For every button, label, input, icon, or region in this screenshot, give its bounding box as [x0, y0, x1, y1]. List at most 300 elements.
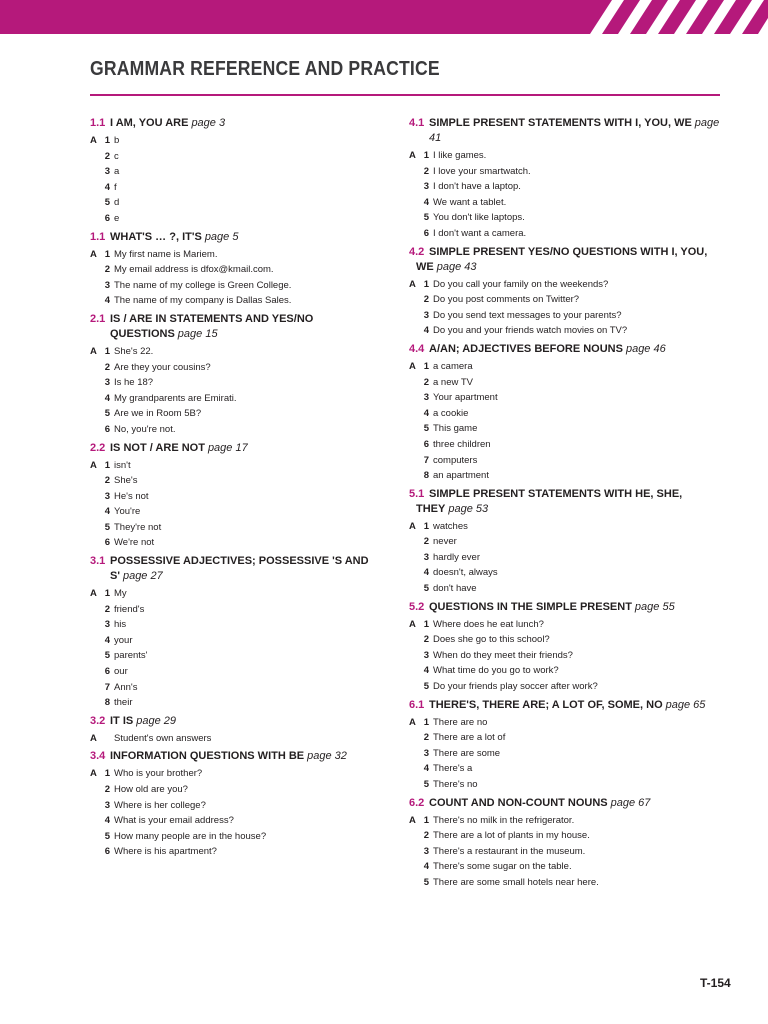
answer-item	[409, 534, 729, 550]
section-heading	[409, 245, 729, 275]
section-heading	[90, 230, 390, 245]
section-number: 2.2	[90, 441, 106, 454]
answer-text: Is he 18?	[114, 377, 154, 389]
exercise-label	[90, 602, 100, 618]
answer-number: 6	[423, 227, 429, 239]
answer-list	[90, 731, 390, 747]
exercise-label	[409, 308, 419, 324]
exercise-label	[409, 323, 419, 339]
answer-item	[90, 278, 390, 294]
answer-number: 3	[423, 181, 429, 193]
section-number: 1.1	[90, 117, 106, 129]
answer-item	[90, 813, 390, 829]
answer-number: 5	[423, 583, 429, 595]
answer-item	[409, 292, 729, 308]
answer-number: 1	[104, 768, 110, 780]
grammar-section	[409, 796, 729, 891]
exercise-label	[409, 565, 419, 581]
section-number: 5.2	[409, 600, 425, 613]
answer-item	[90, 695, 390, 711]
answer-number: 1	[423, 360, 429, 372]
section-title-line2: THEY	[416, 502, 446, 515]
answer-number: 3	[104, 619, 110, 631]
answer-number: 4	[104, 506, 110, 518]
answer-item	[409, 875, 729, 891]
section-page-ref: page 43	[436, 260, 477, 273]
answer-text: parents'	[114, 650, 148, 662]
answer-text: Ann's	[114, 681, 138, 693]
answer-number: 6	[104, 537, 110, 549]
section-number: 6.2	[409, 796, 425, 809]
exercise-label	[90, 617, 100, 633]
section-number: 4.1	[409, 117, 425, 129]
answer-number: 4	[423, 325, 429, 337]
exercise-label: A	[409, 150, 416, 161]
answer-number: 2	[104, 150, 110, 162]
section-heading	[90, 116, 390, 131]
exercise-label: A	[409, 278, 416, 290]
answer-number: 3	[104, 279, 110, 291]
section-title: POSSESSIVE ADJECTIVES; POSSESSIVE 'S AND S'	[110, 555, 369, 583]
answer-list	[90, 586, 390, 711]
answer-item	[409, 648, 729, 664]
answer-number: 4	[104, 181, 110, 193]
answer-item	[409, 550, 729, 566]
section-title-continued	[416, 260, 729, 275]
answer-list	[409, 715, 729, 793]
answer-item	[90, 489, 390, 505]
answer-number: 2	[104, 784, 110, 795]
answer-number: 2	[423, 294, 429, 306]
exercise-label	[409, 663, 419, 679]
answer-text: There's no	[433, 779, 478, 790]
answer-list	[90, 458, 390, 552]
title-divider	[90, 94, 720, 96]
exercise-label	[90, 648, 100, 664]
answer-list	[409, 519, 729, 597]
exercise-label	[90, 680, 100, 696]
section-title: QUESTIONS IN THE SIMPLE PRESENT	[429, 600, 632, 613]
answer-number	[100, 731, 110, 747]
answer-number: 3	[104, 490, 110, 502]
answer-number: 2	[423, 536, 429, 548]
answer-text: There's some sugar on the table.	[433, 861, 572, 873]
answer-number: 1	[104, 135, 110, 146]
answer-list	[90, 247, 390, 309]
grammar-section	[90, 230, 390, 309]
section-heading	[409, 487, 729, 517]
answer-number: 5	[423, 779, 429, 790]
grammar-section	[90, 554, 390, 711]
section-title: COUNT AND NON-COUNT NOUNS	[429, 796, 608, 809]
answer-item	[409, 632, 729, 648]
exercise-label	[409, 421, 419, 437]
answer-text: When do they meet their friends?	[433, 649, 573, 661]
answer-item	[90, 766, 390, 782]
answer-item	[90, 798, 390, 814]
answer-text: They're not	[114, 521, 162, 533]
answer-text: c	[114, 150, 119, 162]
exercise-label: A	[90, 768, 97, 780]
answer-item	[90, 633, 390, 649]
exercise-label	[409, 164, 419, 180]
exercise-label	[90, 633, 100, 649]
answer-number: 4	[104, 815, 110, 827]
answer-number: 2	[423, 732, 429, 744]
answer-number: 3	[423, 551, 429, 563]
answer-item	[90, 731, 390, 747]
exercise-label: A	[90, 345, 97, 357]
answer-number: 5	[104, 521, 110, 533]
answer-number: 4	[423, 407, 429, 419]
page-number: T-154	[700, 976, 731, 990]
answer-number: 4	[104, 392, 110, 404]
answer-text: I like games.	[433, 150, 487, 161]
answer-list	[409, 359, 729, 484]
exercise-label: A	[90, 732, 97, 744]
exercise-label	[409, 375, 419, 391]
section-number: 3.2	[90, 714, 106, 727]
answer-item	[409, 406, 729, 422]
exercise-label	[409, 406, 419, 422]
answer-number: 1	[423, 520, 429, 532]
exercise-label	[90, 164, 100, 180]
answer-item	[409, 581, 729, 597]
answer-text: There are some	[433, 747, 501, 759]
answer-item	[409, 730, 729, 746]
exercise-label	[90, 360, 100, 376]
grammar-section	[409, 487, 729, 597]
section-number: 4.2	[409, 245, 425, 258]
left-column	[90, 116, 390, 863]
answer-number: 3	[423, 309, 429, 321]
answer-number: 2	[104, 475, 110, 487]
answer-item	[409, 453, 729, 469]
exercise-label	[90, 278, 100, 294]
exercise-label: A	[409, 814, 416, 826]
answer-number: 4	[423, 196, 429, 208]
section-page-ref: page 3	[191, 117, 226, 129]
answer-number: 1	[104, 588, 110, 600]
section-heading	[409, 600, 729, 615]
answer-number: 5	[423, 876, 429, 888]
grammar-section	[90, 749, 390, 860]
answer-text: f	[114, 181, 117, 193]
section-page-ref: page 27	[122, 570, 163, 583]
answer-text: What time do you go to work?	[433, 665, 559, 677]
answer-text: There are a lot of plants in my house.	[433, 830, 590, 842]
answer-text: The name of my college is Green College.	[114, 279, 292, 291]
answer-list	[90, 344, 390, 438]
answer-text: How old are you?	[114, 784, 188, 795]
answer-item	[90, 391, 390, 407]
answer-text: Do you send text messages to your parents?	[433, 309, 622, 321]
answer-number: 2	[423, 634, 429, 646]
exercise-label	[409, 777, 419, 793]
answer-number: 2	[104, 603, 110, 615]
answer-number: 3	[423, 747, 429, 759]
answer-text: b	[114, 135, 120, 146]
answer-item	[90, 406, 390, 422]
answer-number: 8	[104, 697, 110, 709]
answer-item	[90, 504, 390, 520]
answer-number: 3	[423, 649, 429, 661]
section-page-ref: page 5	[204, 230, 239, 243]
exercise-label	[409, 679, 419, 695]
answer-number: 2	[423, 165, 429, 177]
exercise-label	[409, 453, 419, 469]
exercise-label	[409, 648, 419, 664]
answer-list	[409, 148, 729, 242]
exercise-label	[90, 844, 100, 860]
section-title: A/AN; ADJECTIVES BEFORE NOUNS	[429, 342, 623, 355]
section-number: 6.1	[409, 698, 425, 711]
answer-text: Do you post comments on Twitter?	[433, 294, 580, 306]
section-title: IS NOT / ARE NOT	[110, 441, 205, 454]
answer-text: Does she go to this school?	[433, 634, 550, 646]
exercise-label	[409, 859, 419, 875]
section-page-ref: page 15	[177, 327, 218, 340]
answer-text: our	[114, 666, 128, 678]
exercise-label	[409, 534, 419, 550]
answer-item	[90, 164, 390, 180]
answer-number: 1	[423, 814, 429, 826]
answer-text: Student's own answers	[114, 732, 212, 744]
answer-text: My first name is Mariem.	[114, 248, 218, 260]
answer-text: This game	[433, 423, 478, 435]
exercise-label	[90, 149, 100, 165]
section-page-ref: page 65	[665, 698, 706, 711]
answer-text: My	[114, 588, 127, 600]
answer-item	[409, 746, 729, 762]
answer-number: 3	[104, 799, 110, 811]
answer-text: a new TV	[433, 376, 473, 388]
exercise-label	[90, 211, 100, 227]
answer-number: 5	[423, 212, 429, 224]
answer-item	[409, 679, 729, 695]
answer-text: don't have	[433, 583, 477, 595]
answer-item	[409, 148, 729, 164]
answer-text: You don't like laptops.	[433, 212, 525, 224]
section-heading	[409, 342, 729, 357]
answer-number: 1	[423, 716, 429, 728]
answer-item	[90, 473, 390, 489]
section-page-ref: page 55	[634, 600, 675, 613]
section-title: IT IS	[110, 714, 134, 727]
answer-item	[409, 390, 729, 406]
answer-number: 1	[104, 459, 110, 471]
answer-item	[409, 179, 729, 195]
section-title: SIMPLE PRESENT STATEMENTS WITH HE, SHE,	[429, 487, 683, 500]
answer-number: 3	[104, 166, 110, 178]
section-page-ref: page 32	[307, 750, 347, 763]
answer-text: hardly ever	[433, 551, 480, 563]
exercise-label	[90, 422, 100, 438]
answer-text: watches	[433, 520, 468, 532]
answer-text: a camera	[433, 360, 473, 372]
answer-number: 4	[104, 634, 110, 646]
answer-list	[90, 766, 390, 860]
exercise-label	[90, 406, 100, 422]
answer-text: never	[433, 536, 457, 548]
section-title: SIMPLE PRESENT STATEMENTS WITH I, YOU, WE	[429, 117, 692, 129]
answer-text: Do you and your friends watch movies on TV?	[433, 325, 628, 337]
exercise-label	[409, 437, 419, 453]
exercise-label	[90, 695, 100, 711]
answer-item	[409, 859, 729, 875]
answer-item	[409, 323, 729, 339]
answer-number: 4	[423, 861, 429, 873]
exercise-label: A	[409, 618, 416, 630]
section-heading	[409, 796, 729, 811]
answer-item	[90, 293, 390, 309]
answer-text: We want a tablet.	[433, 196, 507, 208]
answer-item	[409, 277, 729, 293]
exercise-label	[90, 293, 100, 309]
grammar-section	[409, 245, 729, 339]
answer-number: 1	[104, 248, 110, 260]
section-page-ref: page 17	[207, 441, 248, 454]
answer-list	[409, 813, 729, 891]
exercise-label	[409, 875, 419, 891]
answer-text: There are a lot of	[433, 732, 506, 744]
right-column	[409, 116, 729, 894]
section-title: WHAT'S … ?, IT'S	[110, 230, 202, 243]
answer-item	[90, 262, 390, 278]
grammar-section	[90, 441, 390, 552]
answer-item	[409, 164, 729, 180]
answer-number: 4	[423, 763, 429, 775]
answer-number: 7	[104, 681, 110, 693]
answer-number: 2	[104, 264, 110, 276]
exercise-label: A	[409, 360, 416, 372]
exercise-label	[90, 813, 100, 829]
answer-number: 3	[423, 845, 429, 857]
answer-number: 8	[423, 470, 429, 482]
answer-text: My email address is dfox@kmail.com.	[114, 264, 274, 276]
answer-item	[409, 813, 729, 829]
answer-item	[409, 359, 729, 375]
answer-number: 3	[423, 392, 429, 404]
answer-number: 5	[104, 830, 110, 842]
answer-item	[90, 360, 390, 376]
answer-item	[90, 375, 390, 391]
answer-text: We're not	[114, 537, 155, 549]
answer-item	[409, 715, 729, 731]
answer-number: 5	[104, 197, 110, 209]
exercise-label	[90, 535, 100, 551]
exercise-label	[90, 798, 100, 814]
answer-text: three children	[433, 438, 491, 450]
section-title: I AM, YOU ARE	[110, 117, 189, 129]
exercise-label: A	[90, 248, 97, 260]
page-title: GRAMMAR REFERENCE AND PRACTICE	[90, 58, 440, 80]
exercise-label	[90, 180, 100, 196]
answer-number: 5	[104, 408, 110, 420]
section-title: INFORMATION QUESTIONS WITH BE	[110, 750, 305, 763]
exercise-label	[409, 844, 419, 860]
section-number: 1.1	[90, 230, 106, 243]
section-title: THERE'S, THERE ARE; A LOT OF, SOME, NO	[429, 698, 663, 711]
answer-text: There's a restaurant in the museum.	[433, 845, 586, 857]
section-page-ref: page 67	[610, 796, 651, 809]
answer-number: 4	[423, 567, 429, 579]
exercise-label	[409, 390, 419, 406]
answer-item	[90, 664, 390, 680]
answer-number: 1	[104, 345, 110, 357]
answer-item	[90, 520, 390, 536]
answer-text: their	[114, 697, 133, 709]
answer-text: Who is your brother?	[114, 768, 203, 780]
answer-item	[409, 519, 729, 535]
answer-item	[409, 437, 729, 453]
exercise-label	[409, 210, 419, 226]
answer-text: isn't	[114, 459, 131, 471]
answer-item	[409, 421, 729, 437]
answer-item	[90, 211, 390, 227]
answer-item	[409, 844, 729, 860]
answer-item	[90, 149, 390, 165]
exercise-label	[409, 828, 419, 844]
section-number: 3.1	[90, 555, 106, 568]
exercise-label	[409, 468, 419, 484]
answer-text: an apartment	[433, 470, 489, 482]
exercise-label	[409, 746, 419, 762]
section-heading	[90, 714, 390, 729]
answer-number: 2	[423, 376, 429, 388]
answer-text: He's not	[114, 490, 149, 502]
answer-text: There are some small hotels near here.	[433, 876, 599, 888]
answer-number: 6	[104, 212, 110, 224]
exercise-label	[90, 782, 100, 798]
answer-item	[409, 210, 729, 226]
answer-item	[409, 828, 729, 844]
grammar-section	[409, 698, 729, 793]
section-number: 2.1	[90, 312, 106, 325]
answer-item	[409, 663, 729, 679]
answer-item	[409, 468, 729, 484]
answer-text: No, you're not.	[114, 423, 176, 435]
answer-text: Where is his apartment?	[114, 846, 217, 858]
answer-item	[409, 195, 729, 211]
section-page-ref: page 41	[429, 117, 720, 144]
answer-item	[90, 782, 390, 798]
exercise-label	[90, 520, 100, 536]
answer-item	[90, 648, 390, 664]
answer-number: 6	[423, 438, 429, 450]
section-title-continued	[416, 502, 729, 517]
answer-number: 3	[104, 377, 110, 389]
answer-item	[409, 617, 729, 633]
grammar-section	[409, 600, 729, 695]
answer-item	[90, 602, 390, 618]
exercise-label: A	[90, 588, 97, 600]
section-number: 3.4	[90, 750, 106, 763]
answer-item	[409, 226, 729, 242]
exercise-label	[90, 829, 100, 845]
grammar-section	[409, 342, 729, 484]
answer-text: Where is her college?	[114, 799, 206, 811]
answer-text: She's 22.	[114, 345, 154, 357]
answer-text: What is your email address?	[114, 815, 234, 827]
answer-item	[90, 844, 390, 860]
answer-item	[409, 777, 729, 793]
answer-text: his	[114, 619, 127, 631]
exercise-label	[409, 730, 419, 746]
exercise-label	[90, 664, 100, 680]
answer-number: 1	[423, 278, 429, 290]
section-heading	[409, 116, 729, 146]
